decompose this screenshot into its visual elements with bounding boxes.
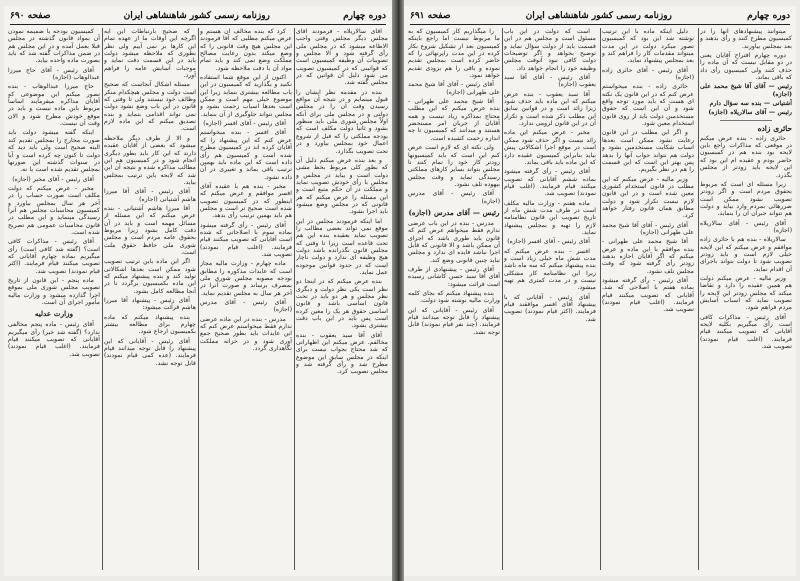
paragraph: آقای رئیس - رأی گرفته میشود بماده هفتم با اصلاحی که شد. آقایانی که تصویب میکنند قیام فرمایند. (اغلب قیام نمودند) تصویب شد.: [602, 277, 694, 314]
paragraph: آقای افسر - بنده میخواستم عرض کنم که این پیشنهاد را که آقایان کرده اند در کمیسیون مطرح شده است و کمیسیون هم رأی داده است که این ماده باید بهمین ترتیب باقی بماند و تغییری در آن داده نشود.: [200, 129, 292, 181]
column-rule: [600, 28, 601, 570]
paragraph: و الا از طرف دیگر ملاحظه میشود که بعضی از آقایان عقیده دارند که این کار باید بطور دیگری انجام شود و در کمیسیون هم این مطالب مذاکره شده و نتیجه آن این شد که لایحه باین ترتیب بمجلس بیاید.: [104, 134, 196, 186]
paragraph: آقا میرزا هاشم آشتیانی - بنده عرض میکنم که این مسئله از مسائل مهمه است و باید در آن دقت کامل بشود زیرا مربوط بحقوق عامه مردم است و مجلس شوری ملی حافظ حقوق ملت است.: [104, 204, 196, 256]
paragraph: آقای رئیس - آقای مخبر (اجازه): [12, 175, 94, 183]
paragraph: حاج میرزا عبدالوهاب - بنده تصور میکنم این موضوعی که آقایان مذاکره میفرمایند اساساً مربوط باین ماده نیست و باید در موقع خودش مطرح شود و الان وقت آن نیست.: [8, 83, 100, 128]
left-column-4: [8, 28, 100, 572]
paragraph: که صحیح بارتباطات این آیه اگرچه این اوقات ما از عهده تمام این کارها بر نمی آییم ولی نظر بطوری که ملاحظه میشود دولت باید در این قسمت دقت نماید و موجبات آسایش عامه را فراهم آورد.: [104, 28, 196, 80]
roster-line: رئیس — آقای سالاریلاه (اجازه): [708, 109, 792, 117]
paragraph: است که دولت در این باب مسئول است و مجلس هم در این قسمت باید از دولت سؤال نماید و توضیح بخواهد و اگر توضیحات دولت کافی نبود آنوقت مجلس وظیفه خود را انجام خواهد داد.: [504, 28, 596, 72]
paragraph: مسئله اشکال آنجاست که صحیح است دولت و مجلس هیچکدام منکر وظائف خود نیستند ولی تا وقتی که قانون در این باب وضع نشود دولت نمی تواند اقدامی بنماید و بنده تصدیق میکنم که این ماده لازم است.: [104, 81, 196, 133]
right-column-4: [408, 28, 500, 572]
column-rule: [502, 28, 503, 570]
paragraph: آقای رئیس - آقای آقا میرزا هاشم آشتیانی (اجازه): [104, 188, 196, 203]
right-session-label: دوره چهارم: [747, 11, 790, 21]
roster-line: آشتیانی — بنده سه سؤال دارم: [709, 100, 792, 108]
paragraph: و اگر این مطلب در این قانون رعایت نشود ممکن است بعدها اسباب شکایت مستخدمین بشود و دولت هم نتواند جواب آنها را بدهد پس بهتر این است که این قسمت را هم در نظر بگیریم.: [602, 129, 694, 174]
paragraph: افسر - بنده عرض میکنم که مدت شش ماه خیلی زیاد است و بنده پیشنهاد میکنم که سه ماه باشد زیرا این نظامنامه کار مشکلی نیست و در مدت کمتری هم تهیه میشود.: [504, 247, 596, 292]
right-column-2: [602, 28, 694, 572]
paragraph: بنده پیشنهاد میکنم که بجای کلمه وزارت مالیه نوشته شود دولت.: [408, 290, 500, 305]
paragraph: آقای رئیس - آقایانی که با پیشنهاد آقای افسر موافقند قیام فرمایند. (اکثر قیام نمودند) تصویب شد.: [504, 293, 596, 323]
left-column-1: [296, 28, 388, 572]
paragraph: آقای رئیس - آقای آقا شیخ محمد علی طهرانی (اجازه): [408, 81, 500, 96]
paragraph: سالاریلاه - بنده هم با حائری زاده موافقم و عرض میکنم که این لایحه خیلی لازم است و باید زودتر تصویب شود تا دولت بتواند باجرای آن اقدام نماید.: [700, 236, 792, 273]
divider: [720, 120, 772, 121]
paragraph: وزیر مالیه - عرض میکنم دولت هم همین عقیده را دارد و تقاضا میکند که مجلس زودتر این لایحه را تصویب نماید که اسباب آسایش مردم فراهم شود.: [700, 274, 792, 312]
paragraph: آقا سید یعقوب - بنده عرض میکنم که این ماده باید حذف شود زیرا زائد است و در قوانین سابق این مطلب ذکر شده است و تکرار آن در این قانون لزومی ندارد.: [504, 90, 596, 128]
right-journal-title: روزنامه رسمی کشور شاهنشاهی ایران: [525, 11, 672, 21]
paragraph: حائری زاده - بنده میخواستم عرض کنم که در این قانون یک نکته ای هست که باید مورد توجه واقع شود و آن این است که حقوق مستخدمین دولت باید از روی قانون استخدام معین شود.: [602, 83, 694, 128]
paragraph: آقای آقا سید یعقوب - بنده مخالفم. عرض میکنم این اظهاراتی که شد محتاج بجواب نیست برای اینکه در مجلس سابق این موضوع مطرح شد و رأی گرفته شد و مجلس تصویب کرد.: [296, 331, 388, 376]
paragraph: آقای رئیس - رأی گرفته میشود بماده سوم با اصلاحاتی که شده است آقایانی که تصویب میکنند قیام فرمایند. (اغلب قیام نمودند) تصویب شد.: [200, 221, 292, 258]
right-page-number: صفحه ۶۹۱: [410, 11, 451, 21]
paragraph: دوره چهارم اقتراح آقایان یعنی در دو مقابل نیست که آن ماده را حذف کنند ولی کمیسیون رأی داد که باقی بماند.: [700, 52, 792, 82]
paragraph: دلیل اینکه ماده با این ترتیب نوشته شد این بود که کمیسیون تصور میکرد دولت در این مدت میتواند مقدمات کار را فراهم کند و بعد بمجلس پیشنهاد نماید.: [602, 28, 694, 65]
paragraph: را میگذاریم کار کمیسیون که به ما مربوط نیست اما راجع باینکه کمیسیون بعد از تشکیل شروع بکار کرده در این مدت راپرتهائی را که حاضر کرده است بمجلس تقدیم نموده و باقی را هم بزودی تقدیم خواهد نمود.: [408, 28, 500, 80]
left-column-2: [200, 28, 292, 572]
paragraph: کرد که بنده مخالف آن هستم و عرض میکنم مطلبی که آقا فرمودند این مجلس هیچ وقت قانونی را که وضع میکند بدون رعایت مصالح مملکت وضع نمی کند و باید تمام مواد آن با دقت ملاحظه شود.: [200, 28, 292, 72]
paragraph: آقای رئیس - آقای آقا شیخ محمد علی طهرانی (اجازه): [602, 221, 694, 236]
left-journal-title: روزنامه رسمی کشور شاهنشاهی ایران: [123, 11, 270, 21]
column-rule: [698, 28, 699, 570]
paragraph: ماده چهارم - وزارت مالیه مجاز است که عایدات مذکوره را مطابق بودجه مصوبه مجلس شوری ملی بمصرف برساند و صورت آنرا در آخر هر سال به مجلس تقدیم نماید.: [200, 260, 292, 297]
left-page: [4, 6, 392, 576]
column-rule: [102, 28, 103, 570]
paragraph: آقای رئیس - مذاکرات کافی است رأی میگیریم بکلیه لایحه آقایانی که تصویب میکنند قیام فرمایند. (اغلب قیام نمودند) تصویب شد.: [700, 313, 792, 351]
column-rule: [198, 28, 199, 570]
paragraph: آقای رئیس - آقای مدرس (اجازه): [200, 299, 292, 314]
paragraph: میتوانند پیشنهادهای آنها را در کمیسیون مطرح کنند و رأی بدهند و بعد بمجلس بیاورند.: [700, 28, 792, 50]
paragraph: آقای رئیس - آقایانی که این پیشنهاد را قابل توجه میدانند قیام فرمایند. (چند نفر قیام نمودند) قابل توجه نشد.: [408, 306, 500, 336]
paragraph: ماده هفتم - وزارت مالیه مکلف است در ظرف مدت شش ماه از تاریخ تصویب این قانون نظامنامه لازم را تهیه و بمجلس پیشنهاد نماید.: [504, 199, 596, 236]
right-column-1: [700, 28, 792, 572]
paragraph: آقا شیخ محمد علی طهرانی - بنده موافقم با این ماده و عرض میکنم که اگر آقایان اجازه بدهند زودتر رأی گرفته شود که وقت مجلس تلف نشود.: [602, 238, 694, 275]
paragraph: آقای سالاریلاه - فرمودند آقای مجلس دیگر مجلس وقتی واجب الاطاعه میشود که در مجلس ملی رأی گرفته شود و الا مجلس و تصویبات آن وظیفه کمیسیون است که قوانینی که در کمیسیون تصویب می شود دلیل آن قوانین که در مجلس گفته شد.: [296, 28, 388, 87]
paragraph: کمیسیون بودجه یا ضمیمه نمودن آن بمواد قانون گذشته در مجلس قبلا بعمل آمده و در این مجلس هم در ضمن مذاکرات گفته شد که باید بصورت ماده واحده بیاید.: [8, 28, 100, 65]
paragraph: مدرس - بنده در این ماده عرضی ندارم فقط میخواستم عرض کنم که این عایدات باید بطور صحیح جمع آوری شود و در خزانه مملکت نگاهداری گردد.: [200, 315, 292, 353]
paragraph: زیرا مسئله ای است که مربوط بحقوق مردم است و اگر زودتر تصویب نشود ممکن است ضررهائی بمردم وارد بیاید و دولت هم نتواند جبران آن را بنماید.: [700, 180, 792, 218]
paragraph: آقای رئیس - آقای حائری زاده (اجازه): [602, 66, 694, 82]
section-title: وزارت عدلیه: [34, 309, 74, 319]
left-page-header: [10, 8, 386, 25]
left-page-number: صفحه ۶۹۰: [10, 11, 51, 21]
paragraph: حائری زاده - بنده عرض میکنم در موقعی که مذاکرات راجع باین لایحه بود بنده هم در کمیسیون حاضر بودم و عقیده ام این بود که این لایحه باید زودتر از مجلس بگذرد.: [700, 134, 792, 179]
paragraph: آقای رئیس - آقای حاج میرزا عبدالوهاب (اجازه): [8, 66, 100, 82]
page-gutter: [392, 0, 404, 581]
paragraph: آقای رئیس - آقای افسر (اجازه): [203, 120, 286, 128]
column-rule: [294, 28, 295, 570]
paragraph: آقای رئیس - رأی گرفته میشود بماده ششم آقایانی که تصویب میکنند قیام فرمایند. (اغلب قیام نمودند) تصویب شد.: [504, 168, 596, 198]
section-title: حائری زاده: [757, 123, 792, 133]
paragraph: آقای رئیس - پیشنهادی از طرف آقای آقا سید حسن کاشانی رسیده است قرائت میشود:: [408, 265, 500, 288]
paragraph: مدرس - بنده در این باب عرضی ندارم فقط میخواهم عرض کنم که قانون باید طوری باشد که اجرای آن ممکن باشد و الا قانونی که قابل اجرا نباشد فایده ای ندارد و مجلس نباید چنین قانونی وضع کند.: [408, 219, 500, 264]
paragraph: اگر این ماده باین ترتیب تصویب شود ممکن است بعدها اشکالاتی تولید کند و بنده پیشنهاد میکنم که این ماده بکمیسیون برگردد تا در آنجا مطالعه کامل بشود.: [104, 258, 196, 295]
paragraph: آقای رئیس - ماده پنجم مخالفی ندارد؟ (گفته شد خیر) رأی میگیریم آقایانی که تصویب میکنند قیام فرمایند. (اغلب قیام نمودند) تصویب شد.: [8, 321, 100, 358]
paragraph: آقای رئیس - پیشنهاد آقا میرزا هاشم قرائت میشود:: [104, 297, 196, 312]
paragraph: آقای رئیس - آقای آقا سید یعقوب (اجازه): [504, 74, 596, 89]
paragraph: آقا شیخ محمد علی طهرانی - بنده عرض میکنم که این مطلب محتاج بمذاکره زیاد نیست و همه آقایان از جریان امر مستحضر هستند و میدانند که کمیسیون تا چه اندازه زحمت کشیده است.: [408, 98, 500, 142]
paragraph: و بعد بنده عرض میکنم دلیل آن که بطور کلی مربوط بخط مشی دولت است و بیاید در مجلس و مجلس با رأی خودش تصویب نماید و مملکت در آن حکم متبع است و این مسئله را عرض میکنم که هر قانونی که در مجلس وضع میشود باید اجرا بشود.: [296, 156, 388, 216]
paragraph: مخبر - بنده هم با عقیده آقای افسر موافقم و عرض میکنم که اینطور که در کمیسیون تصویب شده است صحیح تر است و مجلس هم باید بهمین ترتیب رأی بدهد.: [200, 182, 292, 220]
paragraph: آقای رئیس - مذاکرات کافی است؟ (گفته شد کافی است) رأی میگیریم بماده چهارم آقایانی که تصویب میکنند قیام فرمایند. (اکثر قیام نمودند) تصویب شد.: [8, 238, 100, 275]
paragraph: آقای رئیس - آقایانی که این پیشنهاد را قابل توجه میدانند قیام فرمایند. (عده کمی قیام نمودند) قابل توجه نشد.: [104, 337, 196, 367]
paragraph: بنده عرض میکنم که در اینجا دو نظر است یکی نظر دولت و دیگری نظر مجلس و هر دو باید در تحت قانون اساسی باشد و قانون اساسی حقوق هر یک را معین کرده است پس باید در این باب دقت بیشتری بشود.: [296, 278, 388, 330]
left-column-3: [104, 28, 196, 572]
paragraph: مخبر - عرض میکنم این ماده زائد نیست و اگر حذف شود ممکن است در موقع اجرا اشکالاتی پیش بیاید بنابراین کمیسیون عقیده دارد که این ماده باید باقی بماند.: [504, 129, 596, 166]
paragraph: اکنون از این موقع شما استفاده نکنید و بگذارید که کمیسیون در این باب مطالعه بیشتری بنماید زیرا این موضوع خیلی مهم است و ممکن است بعدها اسباب زحمت بشود و مجلس نتواند جلوگیری از آن بنماید.: [200, 74, 292, 118]
roster-line: رئیس — آقای آقا شیخ محمد علی (اجازه): [700, 83, 792, 98]
right-page: [404, 6, 796, 576]
paragraph: مخبر - عرض میکنم که دولت مکلف است صورت حساب را در آخر هر سال بمجلس بیاورد و کمیسیون محاسبات مجلس هم آنرا رسیدگی مینماید و این مطلب در قانون محاسبات عمومی هم تصریح شده است.: [8, 184, 100, 236]
paragraph: اینکه گفته میشود دولت باید صورت مخارج را بمجلس تقدیم کند البته صحیح است ولی باید دید که دولت تا کنون چه کرده است و آیا در سنوات گذشته این صورتها بمجلس تقدیم شده است یا نه.: [8, 129, 100, 174]
left-session-label: دوره چهارم: [343, 11, 386, 21]
paragraph: آقای رئیس - آقای افسر (اجازه): [507, 238, 590, 246]
paragraph: اما اینکه فرمودند مجلس در این موقع نمی تواند بعضی مطالب را تصویب نماید بعقیده بنده این هم تحت قاعده است زیرا تا وقتی که مجلس قانون نگذرانده باشد دولت هیچ وظیفه ای ندارد و دولت ناچار است که در حدود قوانین موجوده عمل نماید.: [296, 217, 388, 276]
right-page-header: [410, 8, 790, 25]
paragraph: ماده پنجم - این قانون از تاریخ تصویب مجلس شوری ملی بموقع اجرا گذارده میشود و وزارت مالیه مأمور اجرای آن است.: [8, 277, 100, 307]
paragraph: آقای رئیس - آقای سالاریلاه (اجازه): [700, 219, 792, 234]
paragraph: آقای رئیس - آقای مدرس (اجازه): [408, 190, 500, 205]
paragraph: وزیر مالیه - عرض میکنم که این مطلب در قانون استخدام کشوری معین شده است و در این قانون لازم نیست تکرار شود و دولت مطابق همان قانون رفتار خواهد کرد.: [602, 175, 694, 220]
paragraph: بنده پیشنهاد میکنم که ماده چهارم برای مطالعه بیشتر بکمیسیون ارجاع شود.: [104, 313, 196, 336]
paragraph: بنده در مقدمه نظر ایشان را قبول مینمایم و در نتیجه آن مواقع رسیدن وقت آن را در مجلس دولتی و در مجلس ملی برای آنکه اولاً مجلس شوری ملی باید منظور بشود و ثانیاً دولت مکلف است که بودجه مملکتی را که قبل از شروع اعمال خود بمجلس بیاورد و در تحت تصویب بگذارد.: [296, 88, 388, 155]
paragraph: ولی نکته ای که لازم است عرض کنم این است که باید کمیسیونها زودتر کار خود را تمام کنند تا مجلس بتواند بسایر کارهای مملکتی رسیدگی نماید و وقت مجلس بیهوده تلف نشود.: [408, 144, 500, 188]
section-title: رئیس — آقای مدرس (اجازه): [408, 207, 500, 217]
right-column-3: [504, 28, 596, 572]
